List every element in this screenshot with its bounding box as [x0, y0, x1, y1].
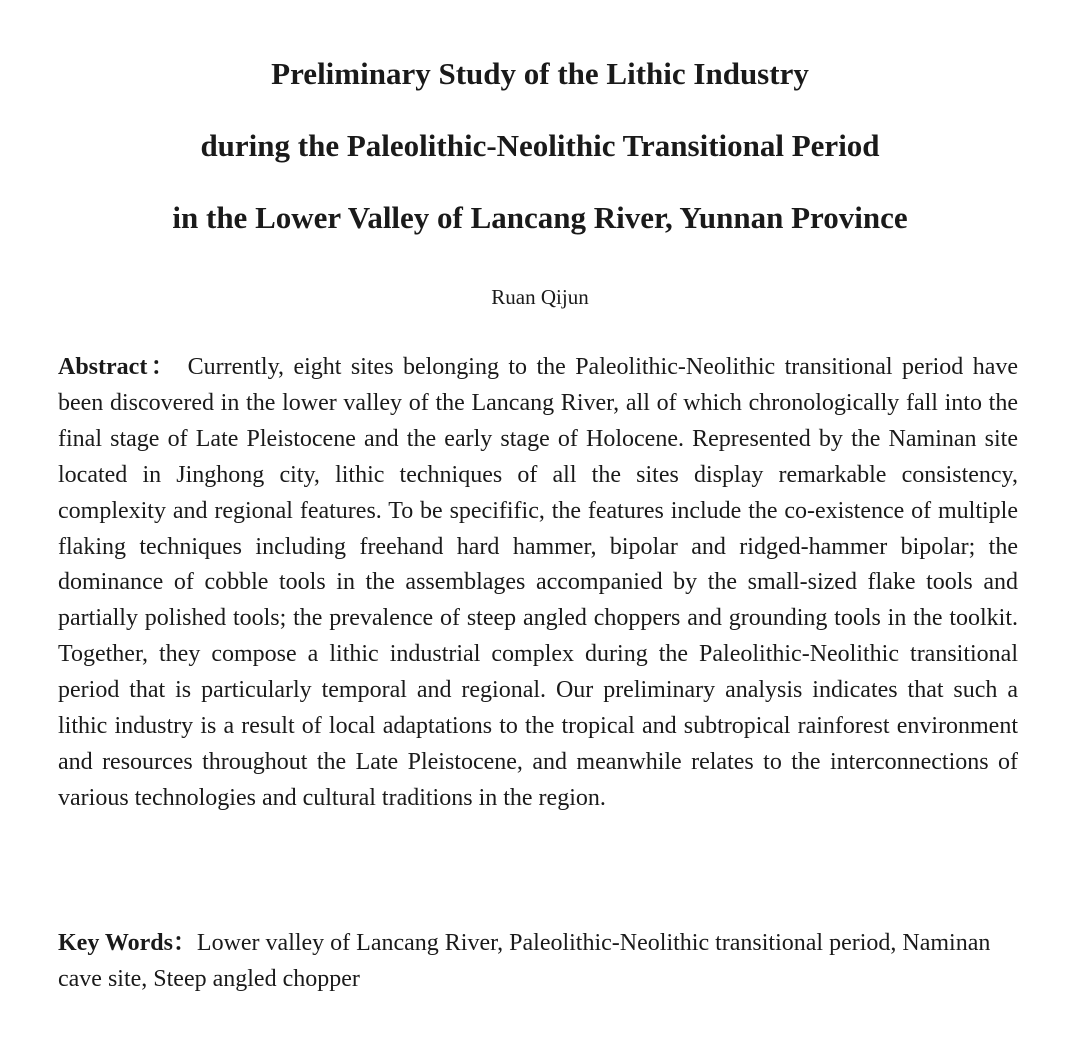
keywords-label: Key Words： [58, 930, 197, 956]
title-line-1: Preliminary Study of the Lithic Industry [271, 56, 809, 91]
paper-title [0, 38, 1080, 254]
abstract-label: Abstract： [58, 354, 179, 380]
title-line-3: in the Lower Valley of Lancang River, Yunnan Province [172, 200, 908, 235]
author-name: Ruan Qijun [491, 285, 589, 309]
keywords-paragraph [58, 925, 1028, 997]
abstract-text: Currently, eight sites belonging to the Paleolithic-Neolithic transitional period have been discovered in the lower valley of the Lancang River, all of which chronologically fall into the final stage of Late Pleistocene and the early stage of Holocene. Represented by the Naminan site located in Jinghong city, lithic techniques of all the sites display remarkable consistency, complexity and regional features. To be specifific, the features include the co-existence of multiple flaking techniques including freehand hard hammer, bipolar and ridged-hammer bipolar; the dominance of cobble tools in the assemblages accompanied by the small-sized flake tools and partially polished tools; the prevalence of steep angled choppers and grounding tools in the toolkit. Together, they compose a lithic industrial complex during the Paleolithic-Neolithic transitional period that is particularly temporal and regional. Our preliminary analysis indicates that such a lithic industry is a result of local adaptations to the tropical and subtropical rainforest environment and resources throughout the Late Pleistocene, and meanwhile relates to the interconnections of various technologies and cultural traditions in the region. [58, 354, 1019, 811]
title-line-2: during the Paleolithic-Neolithic Transitional Period [200, 128, 880, 163]
abstract-paragraph [58, 350, 1018, 817]
keywords-text: Lower valley of Lancang River, Paleolithic-Neolithic transitional period, Naminan cave site, Steep angled chopper [58, 930, 991, 992]
